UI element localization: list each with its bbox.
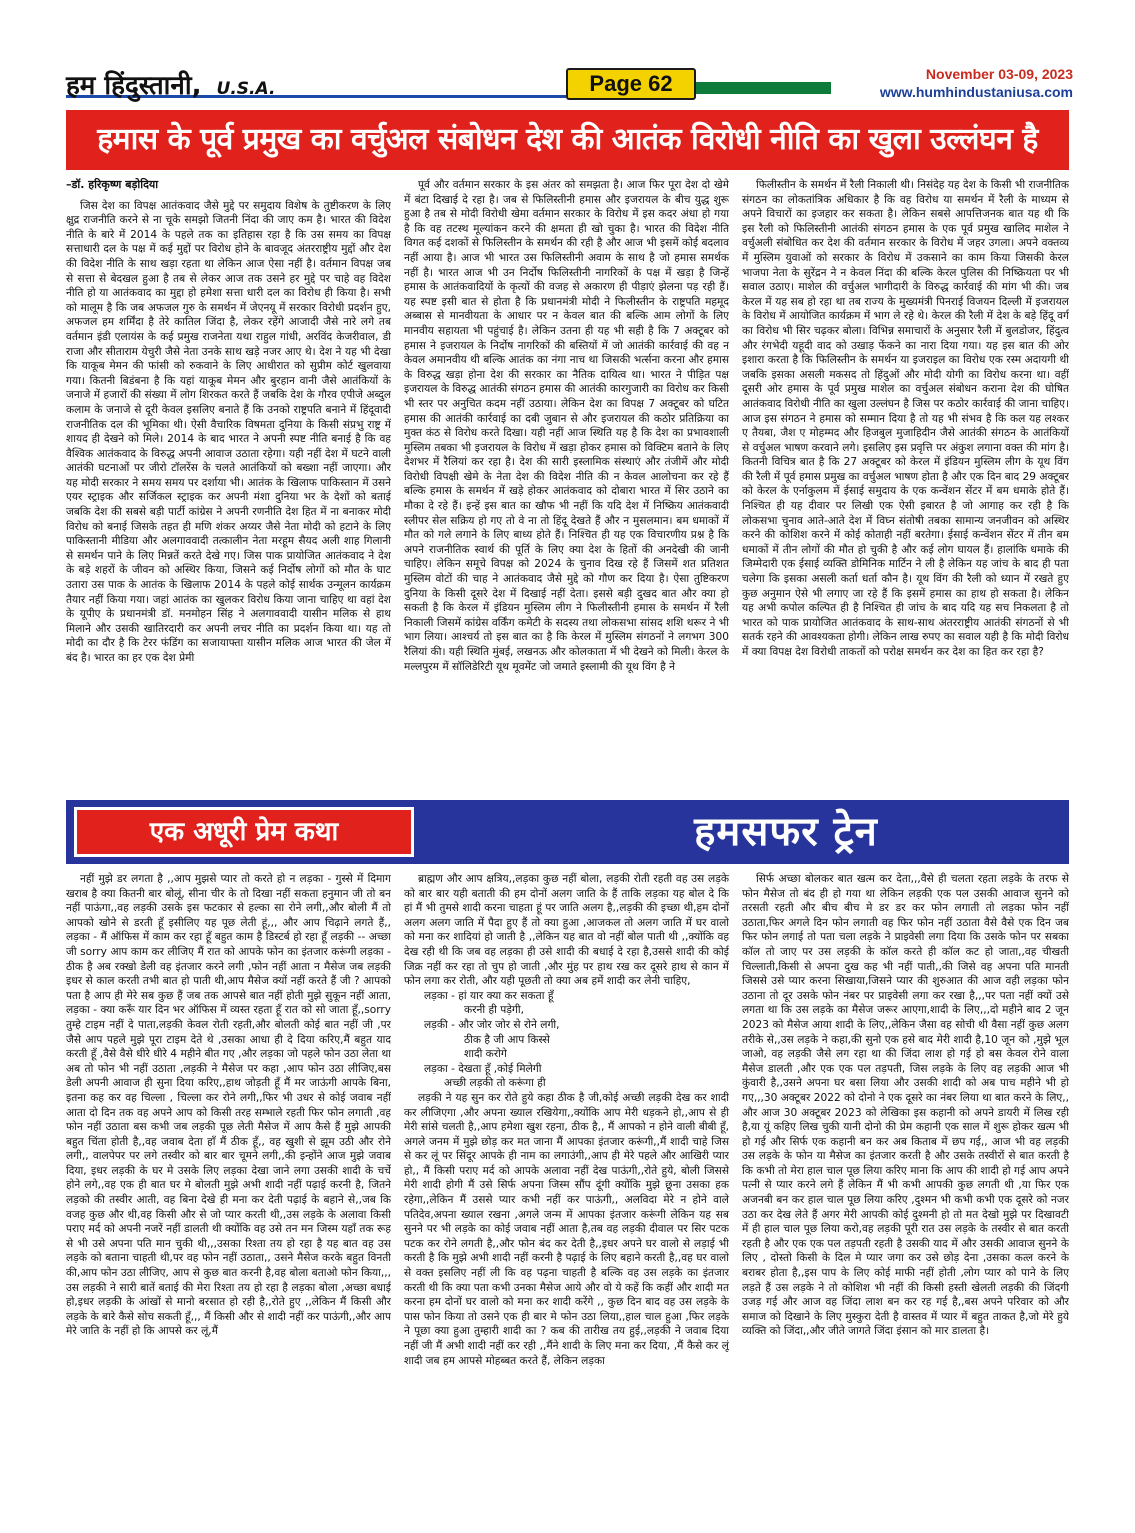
page-number-badge: Page 62 xyxy=(566,68,696,100)
article-text-col2: पूर्व और वर्तमान सरकार के इस अंतर को समझता है। आज फिर पूरा देश दो खेमे में बंटा दिखाई दे रहा है। जब से फिलिस्तीनी हमास और इजरायल के बीच युद्ध शुरू हुआ है तब से मोदी विरोधी खेमा वर्तमान सरकार के विरोध में इस कदर अंधा हो गया है कि वह तटस्थ मूल्यांकन करने की क्षमता ही खो चुका है। भारत की विदेश नीति विगत कई दशकों से फिलिस्तीन के समर्थन की रही है और आज भी इसमें कोई बदलाव नहीं आया है। आज भी भारत उस फिलिस्तीनी अवाम के साथ है जो हमास समर्थक नहीं है। भारत आज भी उन निर्दोष फिलिस्तीनी नागरिकों के पक्ष में खड़ा है जिन्हें हमास के आतंकवादियों के कृत्यों की वजह से अकारण ही पीड़ाएं झेलना पड़ रही हैं। यह स्पष्ट इसी बात से होता है कि प्रधानमंत्री मोदी ने फिलीस्तीन के राष्ट्रपति महमूद अब्बास से मानवीयता के आधार पर न केवल बात की बल्कि आम लोगों के लिए मानवीय सहायता भी पहुंचाई है। लेकिन उतना ही यह भी सही है कि 7 अक्टूबर को हमास ने इजरायल के निर्दोष नागरिकों की बस्तियों में जो आतंकी कार्रवाई की वह न केवल अमानवीय थी बल्कि आतंक का नंगा नाच था जिसकी भर्त्सना करना और हमास के विरुद्ध खड़ा होना देश की सरकार का नैतिक दायित्व था। भारत ने पीड़ित पक्ष इजरायल के विरुद्ध आतंकी संगठन हमास की आतंकी कारगुजारी का विरोध कर किसी भी स्तर पर अनुचित कदम नहीं उठाया। लेकिन देश का विपक्ष 7 अक्टूबर को घटित हमास की आतंकी कार्रवाई का दबी जुबान से और इजरायल की कठोर प्रतिक्रिया का मुक्त कंठ से विरोध करते दिखा। यही नहीं आज स्थिति यह है कि देश का प्रभावशाली मुस्लिम तबका भी इजरायल के विरोध में खड़ा होकर हमास को विक्टिम बताने के लिए देशभर में रैलियां कर रहा है। देश की सारी इस्लामिक संस्थाएं और तंजीमें और मोदी विरोधी विपक्षी खेमे के नेता देश की विदेश नीति की न केवल आलोचना कर रहे हैं बल्कि हमास के समर्थन में खड़े होकर आतंकवाद को दोबारा भारत में सिर उठाने का मौका दे रहे हैं। इन्हें इस बात का खौफ भी नहीं कि यदि देश में निष्क्रिय आतंकवादी स्लीपर सेल सक्रिय हो गए तो वे ना तो हिंदू देखते हैं और न मुसलमान। बम धमाकों में मौत को गले लगाने के लिए बाध्य होते हैं। निश्चित ही यह एक विचारणीय प्रश्न है कि अपने राजनीतिक स्वार्थ की पूर्ति के लिए क्या देश के हितों की अनदेखी की जानी चाहिए। लेकिन समूचे विपक्ष को 2024 के चुनाव दिख रहे हैं जिसमें शत प्रतिशत मुस्लिम वोटों की चाह ने आतंकवाद जैसे मुद्दे को गौण कर दिया है। ऐसा तुष्टिकरण दुनिया के किसी दूसरे देश में दिखाई नहीं देता। इससे बड़ी दुखद बात और क्या हो सकती है कि केरल में इंडियन मुस्लिम लीग ने फिलीस्तीनी हमास के समर्थन में रैली निकाली जिसमें कांग्रेस वर्किंग कमेटी के सदस्य तथा लोकसभा सांसद शशि थरूर ने भी भाग लिया। आश्चर्य तो इस बात का है कि केरल में मुस्लिम संगठनों ने लगभग 300 रैलियां की। यही स्थिति मुंबई, लखनऊ और कोलकाता में भी देखने को मिली। केरल के मल्लपुरम में सॉलिडेरिटी यूथ मूवमेंट जो जमाते इस्लामी की यूथ विंग है ने xyxy=(404,179,729,673)
article-headline: हमास के पूर्व प्रमुख का वर्चुअल संबोधन देश की आतंक विरोधी नीति का खुला उल्लंघन है xyxy=(66,110,1069,170)
website-link[interactable]: www.humhindustaniusa.com xyxy=(879,84,1073,100)
story-label: एक अधूरी प्रेम कथा xyxy=(74,807,414,857)
brand-name: हम हिंदुस्तानी, xyxy=(66,71,202,101)
dialogue-line: अच्छी लड़की तो करूंगा ही xyxy=(444,1077,546,1090)
dialogue-line: ठीक है जी आप किस्से xyxy=(464,1033,550,1046)
brand-suffix: U.S.A. xyxy=(216,79,276,99)
story-text-col3: सिर्फ अच्छा बोलकर बात खत्म कर देता,,,वैसे ही चलता रहता लड़के के तरफ से फोन मैसेज तो बंद ही हो गया था लेकिन लड़की एक पल उसकी आवाज सुनने को तरसती रहती और बीच बीच मे डर डर कर फोन लगाती तो लड़का फोन नहीं उठाता,फिर अगले दिन फोन लगाती वह फिर फोन नहीं उठाता वैसे वैसे एक दिन जब फिर फोन लगाई तो पता चला लड़के ने प्राइवेसी लगा दिया कि उसके फोन पर सबका कॉल तो जाए पर उस लड़की के कॉल करते ही कॉल कट हो जाता,,वह चीखती चिल्लाती,किसी से अपना दुख कह भी नहीं पाती,,की जिसे वह अपना पति मानती जिससे उसे प्यार करना सिखाया,जिसने प्यार की शुरुआत की आज वही लड़का फोन उठाना तो दूर उसके फोन नंबर पर प्राइवेसी लगा कर रखा है,,,पर पता नहीं क्यों उसे लगता था कि उस लड़के का मैसेज जरूर आएगा,शादी के लिए,,,दो महीने बाद 2 जून 2023 को मैसेज आया शादी के लिए,,लेकिन जैसा वह सोची थी वैसा नहीं कुछ अलग तरीके से,,उस लड़के ने कहा,की सुनो एक हसे बाद मेरी शादी है,10 जून को ,मुझे भूल जाओ, वह लड़की जैसे लग रहा था की जिंदा लाश हो गई हो बस केवल रोने वाला मैसेज डालती ,और एक एक पल तड़पती, जिस लड़के के लिए वह लड़की आज भी कुंवारी है,,उसने अपना घर बसा लिया और उसकी शादी को अब पाच महीने भी हो गए,,,30 अक्टूबर 2022 को दोनो ने एक दूसरे का नंबर लिया था बात करने के लिए,, और आज 30 अक्टूबर 2023 को लेखिका इस कहानी को अपने डायरी में लिख रही है,या यूं कहिए लिख चुकी यानी दोनो की प्रेम कहानी एक साल में शुरू होकर खत्म भी हो गई और सिर्फ एक कहानी बन कर अब किताब में छप गई,, आज भी वह लड़की उस लड़के के फोन या मैसेज का इंतजार करती है और उसके तस्वीरों से बात करती है कि कभी तो मेरा हाल चाल पूछ लिया करिए माना कि आप की शादी हो गई आप अपने पत्नी से प्यार करने लगे हैं लेकिन मैं भी कभी आपकी कुछ लगती थी ,या फिर एक अजनबी बन कर हाल चाल पूछ लिया करिए ,दुश्मन भी कभी कभी एक दूसरे को नजर उठा कर देख लेते हैं अगर मेरी आपकी कोई दुश्मनी हो तो मत देखो मुझे पर दिखावटी में ही हाल चाल पूछ लिया करो,वह लड़की पूरी रात उस लड़के के तस्वीर से बात करती रहती है और एक एक पल तड़पती रहती है उसकी याद में और उसकी आवाज सुनने के लिए , दोस्तो किसी के दिल मे प्यार जगा कर उसे छोड़ देना ,उसका कत्ल करने के बराबर होता है,,इस पाप के लिए कोई माफी नहीं होती ,लोग प्यार को पाने के लिए लड़ते हैं उस लड़के ने तो कोशिश भी नहीं की किसी हस्ती खेलती लड़की की जिंदगी उजड़ गई और आज वह जिंदा लाश बन कर रह गई है,,बस अपने परिवार को और समाज को दिखाने के लिए मुस्कुरा देती है वास्तव में प्यार में बहुत ताकत है,जो मेरे हुये व्यक्ति को जिंदा,,और जीते जागते जिंदा इंसान को मार डालता है। xyxy=(742,873,1069,1338)
article-column-3 xyxy=(742,178,1069,818)
article-body xyxy=(66,178,1069,818)
story-column-2 xyxy=(404,872,729,1512)
masthead xyxy=(0,60,1135,108)
story-body xyxy=(66,872,1069,1512)
story-title: हमसफर ट्रेन xyxy=(694,809,878,855)
decorative-green-bar xyxy=(696,82,831,94)
story-banner xyxy=(66,800,1069,864)
dialogue-line: लड़की - और जोर जोर से रोने लगी, xyxy=(424,1018,560,1031)
dialogue-line: शादी करोगे xyxy=(464,1048,507,1061)
story-dialogue xyxy=(404,989,729,1091)
dialogue-line: लड़का - देखता हूँ ,कोई मिलेगी xyxy=(424,1062,542,1075)
story-text-col2b: लड़की ने यह सुन कर रोते हुये कहा ठीक है जी,कोई अच्छी लड़की देख कर शादी कर लीजिएगा ,और अपना ख्याल रखियेगा,,क्योंकि आप मेरी धड़कने हो,,आप से ही मेरी सांसे चलती है,,आप हमेशा खुश रहना, ठीक है,, मैं आपको न होने वाली बीबी हूँ, अगले जनम में मुझे छोड़ कर मत जाना मैं आपका इंतजार करूंगी,,मैं शादी चाहे जिस से कर लूं पर सिंदूर आपके ही नाम का लगाउंगी,,आप ही मेरे पहले और आखिरी प्यार हो,, मैं किसी पराए मर्द को आपके अलावा नहीं देख पाऊंगी,,रोते हुये, बोली जिससे मेरी शादी होगी मैं उसे सिर्फ अपना जिस्म सौंप दूंगी क्योंकि मुझे छूना उसका हक रहेगा,,लेकिन मैं उससे प्यार कभी नहीं कर पाऊंगी,, अलविदा मेरे न होने वाले पतिदेव,अपना ख्याल रखना ,अगले जन्म में आपका इंतजार करूंगी लेकिन यह सब सुनने पर भी लड़के का कोई जवाब नहीं आता है,तब वह लड़की दीवाल पर सिर पटक पटक कर रोने लगती है,,और फोन बंद कर देती है,,इधर अपने घर वालो से लड़ाई भी करती है कि मुझे अभी शादी नहीं करनी है पढ़ाई के लिए बहाने करती है,,वह घर वालो से वक्त इसलिए नहीं ली कि वह पढ़ना चाहती है बल्कि वह उस लड़के का इंतजार करती थी कि क्या पता कभी उनका मैसेज आये और वो ये कहें कि कहीं और शादी मत करना हम दोनों घर वालो को मना कर शादी करेंगे ,, कुछ दिन बाद वह उस लड़के के पास फोन किया तो उसने एक ही बार मे फोन उठा लिया,,हाल चाल हुआ ,फिर लड़के ने पूछा क्या हुआ तुम्हारी शादी का ? कब की तारीख तय हुई,,लड़की ने जवाब दिया नहीं जी मैं अभी शादी नहीं कर रही ,,मैंने शादी के लिए मना कर दिया, ,मैं कैसे कर लूं शादी जब हम आपसे मोहब्बत करते हैं, लेकिन लड़का xyxy=(404,1091,729,1367)
dialogue-line: लड़का - हां यार क्या कर सकता हूँ xyxy=(424,989,554,1002)
article-column-1 xyxy=(66,178,391,818)
dialogue-line: करनी ही पड़ेगी, xyxy=(464,1004,524,1017)
article-text-col1: जिस देश का विपक्ष आतंकवाद जैसे मुद्दे पर समुदाय विशेष के तुष्टीकरण के लिए क्षुद्र राजनीति करने से ना चूके समझो जितनी निंदा की जाए कम है। भारत की विदेश नीति के बारे में 2014 के पहले तक का इतिहास रहा है कि उस समय का विपक्ष सत्ताधारी दल के पक्ष में कई मुद्दों पर विरोध होने के बावजूद अंतरराष्ट्रीय मुद्दों और देश की विदेश नीति के साथ खड़ा रहता था लेकिन आज ऐसा नहीं है। वर्तमान विपक्ष जब से सत्ता से बेदखल हुआ है तब से लेकर आज तक उसने हर मुद्दे पर चाहे वह विदेश नीति हो या आतंकवाद का मुद्दा हो हमेशा सत्ता धारी दल का विरोध ही किया है। सभी को मालूम है कि जब अफजल गुरु के समर्थन में जेएनयू में सरकार विरोधी प्रदर्शन हुए, अफजल हम शर्मिंदा है तेरे कातिल जिंदा है, लेकर रहेंगे आजादी जैसे नारे लगे तब वर्तमान इंडी एलायंस के कई प्रमुख राजनेता यथा राहुल गांधी, अरविंद केजरीवाल, डी राजा और सीताराम येचुरी जैसे नेता उनके साथ खड़े नजर आए थे। देश ने यह भी देखा कि याकूब मेमन की फांसी को रुकवाने के लिए आधीरात को सुप्रीम कोर्ट खुलवाया गया। कितनी बिडंबना है कि यहां याकूब मेमन और बुरहान वानी जैसे आतंकियों के जनाजे में हजारों की संख्या में लोग शिरकत करते हैं जबकि देश के गौरव एपीजे अब्दुल कलाम के जनाजे से दूरी केवल इसलिए बनाते हैं कि उनको राष्ट्रपति बनाने में हिंदूवादी राजनीतिक दल की भूमिका थी। ऐसी वैचारिक विषमता दुनिया के किसी संप्रभु राष्ट्र में शायद ही देखने को मिले। 2014 के बाद भारत ने अपनी स्पष्ट नीति बनाई है कि वह वैश्विक आतंकवाद के विरुद्ध अपनी आवाज उठाता रहेगा। यही नहीं देश में घटने वाली आतंकी घटनाओं पर जीरो टॉलरेंस के चलते आतंकियों को बख्शा नहीं जाएगा। और यह मोदी सरकार ने समय समय पर दर्शाया भी। आतंक के खिलाफ पाकिस्तान में उसने एयर स्ट्राइक और सर्जिकल स्ट्राइक कर अपनी मंशा दुनिया भर के देशों को बताई जबकि देश की सबसे बड़ी पार्टी कांग्रेस ने अपनी रणनीति देश हित में ना बनाकर मोदी विरोध को बनाई जिसके तहत ही मणि शंकर अय्यर जैसे नेता मोदी को हटाने के लिए पाकिस्तानी मीडिया और अलगाववादी तत्कालीन नेता मरहूम सैयद अली शाह गिलानी से समर्थन पाने के लिए मिन्नतें करते देखे गए। जिस पाक प्रायोजित आतंकवाद ने देश के बड़े शहरों के जीवन को अस्थिर किया, जिसने कई निर्दोष लोगों को मौत के घाट उतारा उस पाक के आतंक के खिलाफ 2014 के पहले कोई सार्थक उन्मूलन कार्यक्रम तैयार नहीं किया गया। जहां आतंक का खुलकर विरोध किया जाना चाहिए था वहां देश के यूपीए के प्रधानमंत्री डॉ. मनमोहन सिंह ने अलगाववादी यासीन मलिक से हाथ मिलाने और उसकी खातिरदारी कर अपनी लचर नीति का प्रदर्शन किया था। यह तो मोदी का दौर है कि टेरर फंडिंग का सजायाफ्ता यासीन मलिक आज भारत की जेल में बंद है। भारत का हर एक देश प्रेमी xyxy=(66,199,391,664)
story-text-col1: नहीं मुझे डर लगता है ,,आप मुझसे प्यार तो करते हो न लड़का - गुस्से में दिमाग खराब है क्या कितनी बार बोलूं, सीना चीर के तो दिखा नहीं सकता हनुमान जी तो बन नहीं पाऊंगा,,वह लड़की उसके इस फटकार से हल्का सा रोने लगी,,और बोली मैं तो आपको खोने से डरती हूँ इसीलिए यह पूछ लेती हूं,,, और आप चिढ़ाने लगते हैं,, लड़का - मैं ऑफिस में काम कर रहा हूँ बहुत काम है डिस्टर्ब हो रहा हूँ लड़की -- अच्छा जी sorry आप काम कर लीजिए मैं रात को आपके फोन का इंतजार करूंगी लड़का - ठीक है अब रक्खो डेली वह इंतजार करने लगी ,फोन नहीं आता न मैसेज जब लड़की इधर से काल करती तभी बात हो पाती थी,आप मैसेज क्यों नहीं करते हैं जी ? आपको पता है आप ही मेरे सब कुछ हैं जब तक आपसे बात नहीं होती मुझे सुकून नहीं आता, लड़का - क्या करूँ यार दिन भर ऑफिस में व्यस्त रहता हूँ रात को सो जाता हूँ,,sorry तुम्हे टाइम नहीं दे पाता,लड़की केवल रोती रहती,और बोलती कोई बात नहीं जी ,पर जैसे आप पहले मुझे पूरा टाइम देते थे ,उसका आधा ही दे दिया करिए,मैं बहुत याद करती हूँ ,वैसे वैसे धीरे धीरे 4 महीने बीत गए ,और लड़का जो पहले फोन उठा लेता था अब तो फोन भी नहीं उठाता ,लड़की ने मैसेज पर कहा ,आप फोन उठा लीजिए,बस डेली अपनी आवाज ही सुना दिया करिए,,हाथ जोड़ती हूँ मैं मर जाऊंगी आपके बिना, इतना कह कर वह चिल्ला , चिल्ला कर रोने लगी,,फिर भी उधर से कोई जवाब नहीं आता दो दिन तक वह अपने आप को किसी तरह सम्भाले रहती फिर फोन लगाती ,वह फोन नहीं उठाता बस कभी जब लड़की पूछ लेती मैसेज में आप कैसे हैं मुझे आपकी बहुत चिंता होती है,,वह जवाब देता हाँ मैं ठीक हूँ,, वह खुशी से झूम उठी और रोने लगी,, वालपेपर पर लगे तस्वीर को बार बार चूमने लगी,,की इन्होंने आज मुझे जवाब दिया, इधर लड़की के घर मे उसके लिए लड़का देखा जाने लगा उसकी शादी के चर्चे होने लगे,,वह एक ही बात घर मे बोलती मुझे अभी शादी नहीं पढ़ाई करनी है, जितने लड़को की तस्वीर आती, वह बिना देखे ही मना कर देती पढ़ाई के बहाने से,,जब कि वजह कुछ और थी,वह किसी और से जो प्यार करती थी,,उस लड़के के अलावा किसी पराए मर्द को अपनी नजरें नहीं डालती थी क्योंकि वह उसे तन मन जिस्म यहाँ तक रूह से भी उसे अपना पति मान चुकी थी,,,उसका रिश्ता तय हो रहा है यह बात वह उस लड़के को बताना चाहती थी,पर वह फोन नहीं उठाता,, उसने मैसेज करके बहुत विनती की,आप फोन उठा लीजिए, आप से कुछ बात करनी है,वह बोला बताओ फोन किया,,, उस लड़की ने सारी बातें बताई की मेरा रिश्ता तय हो रहा है लड़का बोला ,अच्छा बधाई हो,इधर लड़की के आंखों से मानो बरसात हो रही है,,रोते हुए ,,लेकिन मैं किसी और लड़के के बारे कैसे सोच सकती हूँ,,, मैं किसी और से शादी नहीं कर पाऊंगी,,और आप मेरे जाति के नहीं हो कि आपसे कर लूं,मैं xyxy=(66,873,391,1338)
story-column-1 xyxy=(66,872,391,1512)
story-column-3 xyxy=(742,872,1069,1512)
issue-date: November 03-09, 2023 xyxy=(925,66,1073,82)
article-text-col3: फिलीस्तीन के समर्थन में रैली निकाली थी। निसंदेह यह देश के किसी भी राजनीतिक संगठन का लोकतांत्रिक अधिकार है कि वह विरोध या समर्थन में रैली के माध्यम से अपने विचारों का इजहार कर सकता है। लेकिन सबसे आपत्तिजनक बात यह थी कि इस रैली को फिलिस्तीनी आतंकी संगठन हमास के एक पूर्व प्रमुख खालिद माशेल ने वर्चुअली संबोधित कर देश की वर्तमान सरकार के विरोध में जहर उगला। अपने वक्तव्य में मुस्लिम युवाओं को सरकार के विरोध में उकसाने का काम किया जिसकी केरल भाजपा नेता के सुरेंद्रन ने न केवल निंदा की बल्कि केरल पुलिस की निष्क्रियता पर भी सवाल उठाए। माशेल की वर्चुअल भागीदारी के विरुद्ध कार्रवाई की मांग भी की। जब केरल में यह सब हो रहा था तब राज्य के मुख्यमंत्री पिनराई विजयन दिल्ली में इजरायल के विरोध में आयोजित कार्यक्रम में भाग ले रहे थे। केरल की रैली में देश के बड़े हिंदू वर्ग का विरोध भी सिर चढ़कर बोला। विभिन्न समाचारों के अनुसार रैली में बुलडोजर, हिंदुत्व और रंगभेदी यहूदी वाद को उखाड़ फेंकने का नारा दिया गया। यह इस बात की ओर इशारा करता है कि फिलिस्तीन के समर्थन या इजराइल का विरोध एक रस्म अदायगी थी जबकि इसका असली मकसद तो हिंदुओं और मोदी योगी का विरोध करना था। वहीं दूसरी ओर हमास के पूर्व प्रमुख माशेल का वर्चुअल संबोधन कराना देश की घोषित आतंकवाद विरोधी नीति का खुला उल्लंघन है जिस पर कठोर कार्रवाई की जाना चाहिए। आज इस संगठन ने हमास को सम्मान दिया है तो यह भी संभव है कि कल यह लश्कर ए तैयबा, जैश ए मोहम्मद और हिजबुल मुजाहिदीन जैसे आतंकी संगठन के आतंकियों से वर्चुअल भाषण करवाने लगे। इसलिए इस प्रवृत्ति पर अंकुश लगाना वक्त की मांग है। कितनी विचित्र बात है कि 27 अक्टूबर को केरल में इंडियन मुस्लिम लीग के यूथ विंग की रैली में पूर्व हमास प्रमुख का वर्चुअल भाषण होता है और एक दिन बाद 29 अक्टूबर को केरल के एर्नाकुलम में ईसाई समुदाय के एक कन्वेंशन सेंटर में बम धमाके होते हैं। निश्चित ही यह दीवार पर लिखी एक ऐसी इबारत है जो आगाह कर रही है कि लोकसभा चुनाव आते-आते देश में विघ्न संतोषी तबका सामान्य जनजीवन को अस्थिर करने की कोशिश करने में कोई कोताही नहीं बरतेगा। ईसाई कन्वेंशन सेंटर में तीन बम धमाकों में तीन लोगों की मौत हो चुकी है और कई लोग घायल हैं। हालांकि धमाके की जिम्मेदारी एक ईसाई व्यक्ति डोमिनिक मार्टिन ने ली है लेकिन यह जांच के बाद ही पता चलेगा कि इसका असली कर्ता धर्ता कौन है। यूथ विंग की रैली को ध्यान में रखते हुए कुछ अनुमान ऐसे भी लगाए जा रहे हैं कि इसमें हमास का हाथ हो सकता है। लेकिन यह अभी कपोल कल्पित ही है निश्चित ही जांच के बाद यदि यह सच निकलता है तो भारत को पाक प्रायोजित आतंकवाद के साथ-साथ अंतरराष्ट्रीय आतंकी संगठनों से भी सतर्क रहने की आवश्यकता होगी। लेकिन लाख रुपए का सवाल यही है कि मोदी विरोध में क्या विपक्ष देश विरोधी ताकतों को परोक्ष समर्थन कर देश का हित कर रहा है? xyxy=(742,179,1069,658)
story-text-col2a: ब्राह्मण और आप क्षत्रिय,,लड़का कुछ नहीं बोला, लड़की रोती रहती वह उस लड़के को बार बार यही बताती की हम दोनों अलग जाति के हैं ताकि लड़का यह बोल दे कि हां मैं भी तुमसे शादी करना चाहता हूं पर जाति अलग है,,लड़की की इच्छा थी,हम दोनों अलग अलग जाति में पैदा हुए हैं तो क्या हुआ ,आजकल तो अलग जाति में घर वालो को मना कर शादियां हो जाती है ,,लेकिन यह बात वो नहीं बोल पाती थी ,,क्योंकि वह देख रही थी कि जब वह लड़का ही उसे शादी की बधाई दे रहा है,उससे शादी की कोई जिक्र नहीं कर रहा तो चुप हो जाती ,और मुंह पर हाथ रख कर दूसरे हाथ से कान में फोन लगा कर रोती, और यही पूछती तो क्या अब हमें शादी कर लेनी चाहिए, xyxy=(404,873,729,988)
article-column-2 xyxy=(404,178,729,818)
byline: –डॉ. हरिकृष्ण बड़ोदिया xyxy=(66,178,159,191)
publication-brand xyxy=(66,66,566,101)
